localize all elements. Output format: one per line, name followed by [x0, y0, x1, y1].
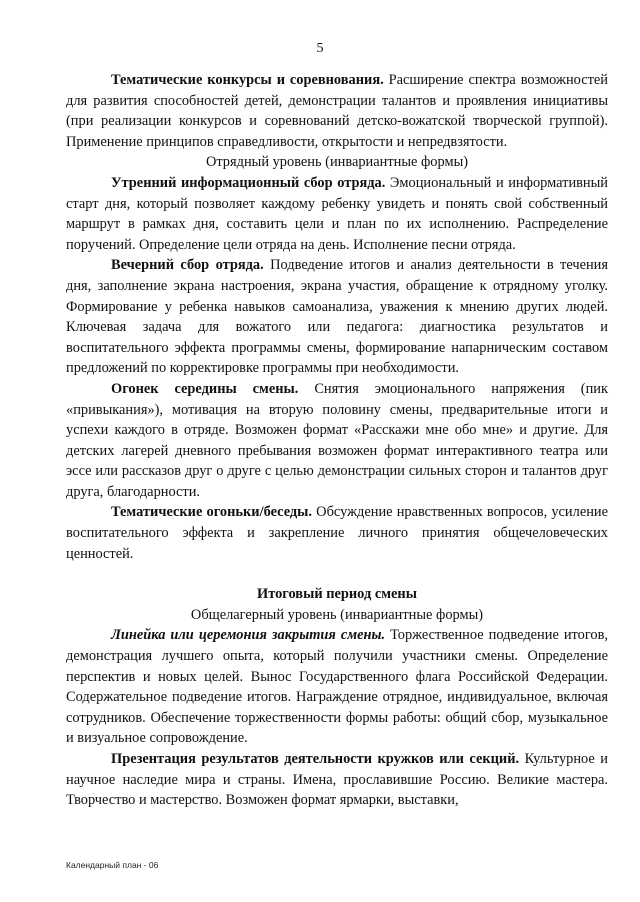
paragraph-morning-briefing: [66, 173, 608, 255]
paragraph-text: Снятия эмоционального напряжения (пик «привыкания»), мотивация на вторую половину смены, предварительные итоги и успехи каждого в отряде. Возможен формат «Расскажи мне обо мне» и другие. Для детских лагерей дневного пребывания возможен формат интерактивного театра или эссе или рассказов друг о друге с целью демонстрации сильных сторон и талантов друг друга, благодарности.: [66, 380, 608, 500]
paragraph-text: Расширение спектра возможностей для развития способностей детей, демонстрации талантов и проявления инициативы (при реализации конкурсов и соревнований детско-вожатской творческой группой). Применение принципов справедливости, открытости и непредвзятости.: [66, 72, 608, 150]
paragraph-thematic-talks: [66, 502, 608, 564]
paragraph-lead: Вечерний сбор отряда.: [111, 257, 264, 274]
paragraph-text: Обсуждение нравственных вопросов, усиление воспитательного эффекта и закрепление личного принятия общечеловеческих ценностей.: [66, 504, 608, 562]
paragraph-lead: Огонек середины смены.: [111, 380, 299, 397]
paragraph-mid-session-campfire: [66, 379, 608, 503]
page-number: 5: [316, 41, 324, 56]
page-footer: Календарный план - 06: [66, 860, 159, 870]
paragraph-club-results: [66, 749, 608, 811]
paragraph-thematic-contests: [66, 70, 608, 152]
subheading-camp-level: Общелагерный уровень (инвариантные формы): [190, 606, 484, 623]
paragraph-text: Торжественное подведение итогов, демонстрация лучшего опыта, который получили участники смены. Определение перспектив и новых целей. Вынос Государственного флага Российской Федерации. Содержательное подведение итогов. Награждение отрядное, индивидуальное, включая сотрудников. Обеспечение торжественности формы работы: общий сбор, музыкальное и визуальное сопровождение.: [66, 627, 608, 747]
paragraph-lead: Тематические огоньки/беседы.: [111, 504, 313, 521]
paragraph-closing-ceremony: [66, 625, 608, 749]
document-body: [66, 70, 608, 811]
paragraph-lead: Линейка или церемония закрытия смены.: [111, 627, 386, 644]
section-spacer: [66, 564, 608, 584]
paragraph-lead: Тематические конкурсы и соревнования.: [111, 72, 384, 88]
paragraph-evening-gathering: [66, 255, 608, 379]
paragraph-text: Культурное и научное наследие мира и страны. Имена, прославившие Россию. Великие мастера. Творчество и мастерство. Возможен формат ярмарки, выставки,: [66, 751, 608, 809]
section-title-final-period: Итоговый период смены: [257, 586, 417, 603]
paragraph-text: Подведение итогов и анализ деятельности в течения дня, заполнение экрана настроения, экрана участия, обращение к отрядному уголку. Формирование у ребенка навыков самоанализа, уважения к мнению других людей. Ключевая задача для вожатого или педагога: диагностика результатов и воспитательного эффекта программы смены, формирование напарническим составом предложений по корректировке программы при необходимости.: [66, 257, 608, 377]
paragraph-lead: Презентация результатов деятельности кружков или секций.: [111, 751, 520, 767]
paragraph-text: Эмоциональный и информативный старт дня, который позволяет каждому ребенку увидеть и понять свой собственный маршрут в рамках дня, составить цели и план по их исполнению. Распределение поручений. Определение цели отряда на день. Исполнение песни отряда.: [66, 174, 609, 253]
subheading-squad-level: Отрядный уровень (инвариантные формы): [205, 154, 469, 171]
paragraph-lead: Утренний информационный сбор отряда.: [111, 174, 386, 191]
